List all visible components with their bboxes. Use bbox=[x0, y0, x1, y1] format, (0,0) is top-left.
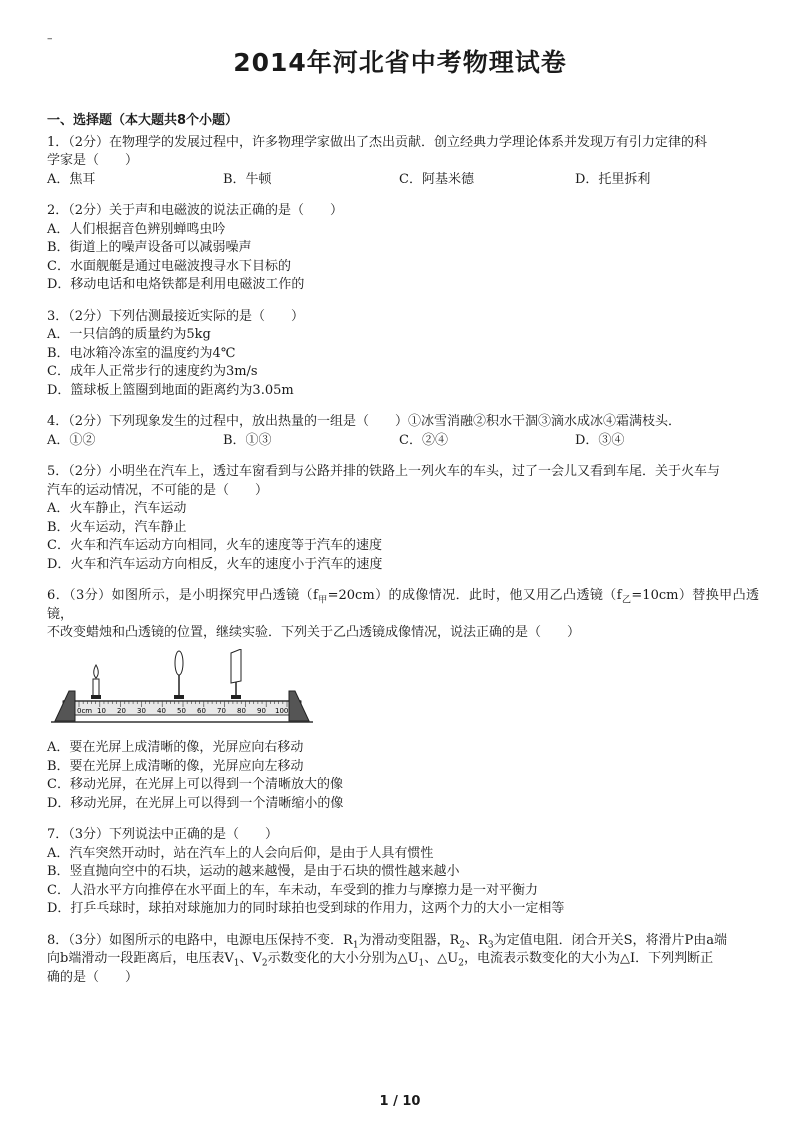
q8-l2-c: 示数变化的大小分别为△U bbox=[267, 951, 419, 966]
q6-sub-yi: 乙 bbox=[621, 595, 632, 606]
q8-l2-d: 、△U bbox=[424, 951, 459, 966]
question-1-stem-line1: 1．（2分）在物理学的发展过程中，许多物理学家做出了杰出贡献．创立经典力学理论体系并发现万有引力定律的科 bbox=[47, 134, 708, 150]
option-a: A．火车静止，汽车运动 bbox=[47, 501, 187, 516]
question-4-options bbox=[47, 432, 759, 451]
option-c: C．火车和汽车运动方向相同，火车的速度等于汽车的速度 bbox=[47, 538, 382, 553]
option-c: C．②④ bbox=[399, 432, 448, 448]
option-a: A．①② bbox=[47, 432, 96, 448]
exam-content bbox=[47, 112, 759, 1000]
option-b: B．要在光屏上成清晰的像，光屏应向左移动 bbox=[47, 758, 304, 774]
option-c: C．移动光屏，在光屏上可以得到一个清晰放大的像 bbox=[47, 777, 343, 792]
tick-label: 30 bbox=[137, 706, 146, 715]
q8-l2-a: 向b端滑动一段距离后，电压表V bbox=[47, 951, 234, 966]
q8-l2-s2: 2 bbox=[261, 958, 268, 969]
option-a: A．焦耳 bbox=[47, 171, 96, 187]
option-c: C．人沿水平方向推停在水平面上的车，车未动，车受到的推力与摩擦力是一对平衡力 bbox=[47, 882, 538, 898]
option-b: B．牛顿 bbox=[223, 171, 272, 187]
ruler-unit-label: 0cm bbox=[77, 706, 93, 715]
option-c: C．水面舰艇是通过电磁波搜寻水下目标的 bbox=[47, 258, 291, 274]
tick-label: 10 bbox=[97, 706, 106, 715]
optical-bench-figure bbox=[47, 649, 317, 727]
tick-label: 40 bbox=[157, 706, 166, 715]
q6-text-a: 6．（3分）如图所示，是小明探究甲凸透镜（f bbox=[47, 588, 318, 603]
question-6-stem-line2: 不改变蜡烛和凸透镜的位置，继续实验．下列关于乙凸透镜成像情况，说法正确的是（ ） bbox=[47, 625, 581, 640]
q6-text-b: =20cm）的成像情况．此时，他又用乙凸透镜（f bbox=[327, 588, 622, 603]
question-6-stem-line1 bbox=[47, 587, 759, 624]
tick-label: 90 bbox=[257, 706, 266, 715]
q8-l1-s3: 3 bbox=[487, 940, 494, 951]
question-8-stem-line1 bbox=[47, 932, 759, 951]
option-c: C．成年人正常步行的速度约为3m/s bbox=[47, 364, 258, 379]
tick-label: 70 bbox=[217, 706, 226, 715]
q8-l2-s4: 2 bbox=[458, 958, 464, 969]
q6-text-c: =10cm）替换甲凸透镜， bbox=[47, 588, 759, 622]
bench-left-support bbox=[55, 691, 75, 721]
question-5 bbox=[47, 463, 759, 574]
option-b: B．街道上的噪声设备可以减弱噪声 bbox=[47, 240, 252, 255]
tick-label: 80 bbox=[237, 706, 246, 715]
q8-l2-b: 、V bbox=[239, 951, 262, 966]
tick-label: 20 bbox=[117, 706, 126, 715]
question-5-stem-line1: 5．（2分）小明坐在汽车上，透过车窗看到与公路并排的铁路上一列火车的车头，过了一会儿又看到车尾．关于火车与 bbox=[47, 464, 721, 479]
option-a: A．汽车突然开动时，站在汽车上的人会向后仰，是由于人具有惯性 bbox=[47, 845, 434, 861]
question-3-stem: 3．（2分）下列估测最接近实际的是（ ） bbox=[47, 308, 305, 324]
option-d: D．移动电话和电烙铁都是利用电磁波工作的 bbox=[47, 277, 305, 292]
option-b: B．①③ bbox=[223, 432, 272, 448]
option-d: D．火车和汽车运动方向相反，火车的速度小于汽车的速度 bbox=[47, 556, 383, 572]
q8-l1-d: 为定值电阻．闭合开关S，将滑片P由a端 bbox=[493, 932, 728, 948]
light-screen-icon bbox=[231, 649, 241, 699]
tick-label: 50 bbox=[177, 706, 186, 715]
question-4 bbox=[47, 413, 759, 450]
page-number: 1 / 10 bbox=[379, 1094, 421, 1109]
option-d: D．移动光屏，在光屏上可以得到一个清晰缩小的像 bbox=[47, 795, 344, 811]
option-d: D．篮球板上篮圈到地面的距离约为3.05m bbox=[47, 382, 294, 398]
option-b: B．电冰箱冷冻室的温度约为4℃ bbox=[47, 345, 236, 361]
option-b: B．火车运动，汽车静止 bbox=[47, 519, 187, 535]
option-d: D．③④ bbox=[575, 432, 625, 448]
section-title: 一、选择题（本大题共8个小题） bbox=[47, 113, 239, 128]
option-d: D．打乒乓球时，球拍对球施加力的同时球拍也受到球的作用力，这两个力的大小一定相等 bbox=[47, 901, 565, 916]
bench-right-support bbox=[289, 691, 309, 721]
q8-l1-b: 为滑动变阻器，R bbox=[358, 932, 460, 948]
question-8-stem-line3: 确的是（ ） bbox=[47, 969, 139, 985]
tick-label: 100 bbox=[275, 706, 289, 715]
q8-l1-a: 8．（3分）如图所示的电路中，电源电压保持不变．R bbox=[47, 932, 353, 948]
q8-l2-s1: 1 bbox=[233, 958, 240, 969]
option-a: A．一只信鸽的质量约为5kg bbox=[47, 327, 211, 342]
question-6 bbox=[47, 587, 759, 813]
corner-mark: – bbox=[47, 32, 53, 45]
tick-label: 60 bbox=[197, 706, 206, 715]
page-title: 2014年河北省中考物理试卷 bbox=[233, 48, 567, 77]
option-c: C．阿基米德 bbox=[399, 171, 474, 187]
option-d: D．托里拆利 bbox=[575, 171, 651, 187]
q6-sub-jia: 甲 bbox=[317, 595, 328, 606]
question-8-stem-line2 bbox=[47, 950, 759, 969]
option-b: B．竖直抛向空中的石块，运动的越来越慢，是由于石块的惯性越来越小 bbox=[47, 864, 460, 879]
q8-l1-s1: 1 bbox=[352, 940, 359, 951]
question-7 bbox=[47, 826, 759, 919]
question-1-options bbox=[47, 171, 759, 190]
question-2-stem: 2．（2分）关于声和电磁波的说法正确的是（ ） bbox=[47, 203, 344, 218]
q8-l2-e: ，电流表示数变化的大小为△I．下列判断正 bbox=[463, 951, 714, 966]
option-a: A．要在光屏上成清晰的像，光屏应向右移动 bbox=[47, 740, 304, 755]
question-4-stem: 4．（2分）下列现象发生的过程中，放出热量的一组是（ ）①冰雪消融②积水干涸③滴水成冰④霜满枝头． bbox=[47, 414, 682, 429]
candle-icon bbox=[91, 665, 101, 699]
question-8 bbox=[47, 932, 759, 988]
q8-l1-c: 、R bbox=[465, 932, 488, 948]
question-1 bbox=[47, 134, 759, 190]
question-5-stem-line2: 汽车的运动情况，不可能的是（ ） bbox=[47, 482, 269, 498]
question-1-stem-line2: 学家是（ ） bbox=[47, 153, 139, 168]
question-2 bbox=[47, 202, 759, 295]
q8-l2-s3: 1 bbox=[418, 958, 425, 969]
option-a: A．人们根据音色辨别蝉鸣虫吟 bbox=[47, 221, 226, 237]
convex-lens-icon bbox=[174, 651, 184, 699]
q8-l1-s2: 2 bbox=[459, 940, 466, 951]
question-7-stem: 7．（3分）下列说法中正确的是（ ） bbox=[47, 827, 279, 842]
question-3 bbox=[47, 308, 759, 401]
